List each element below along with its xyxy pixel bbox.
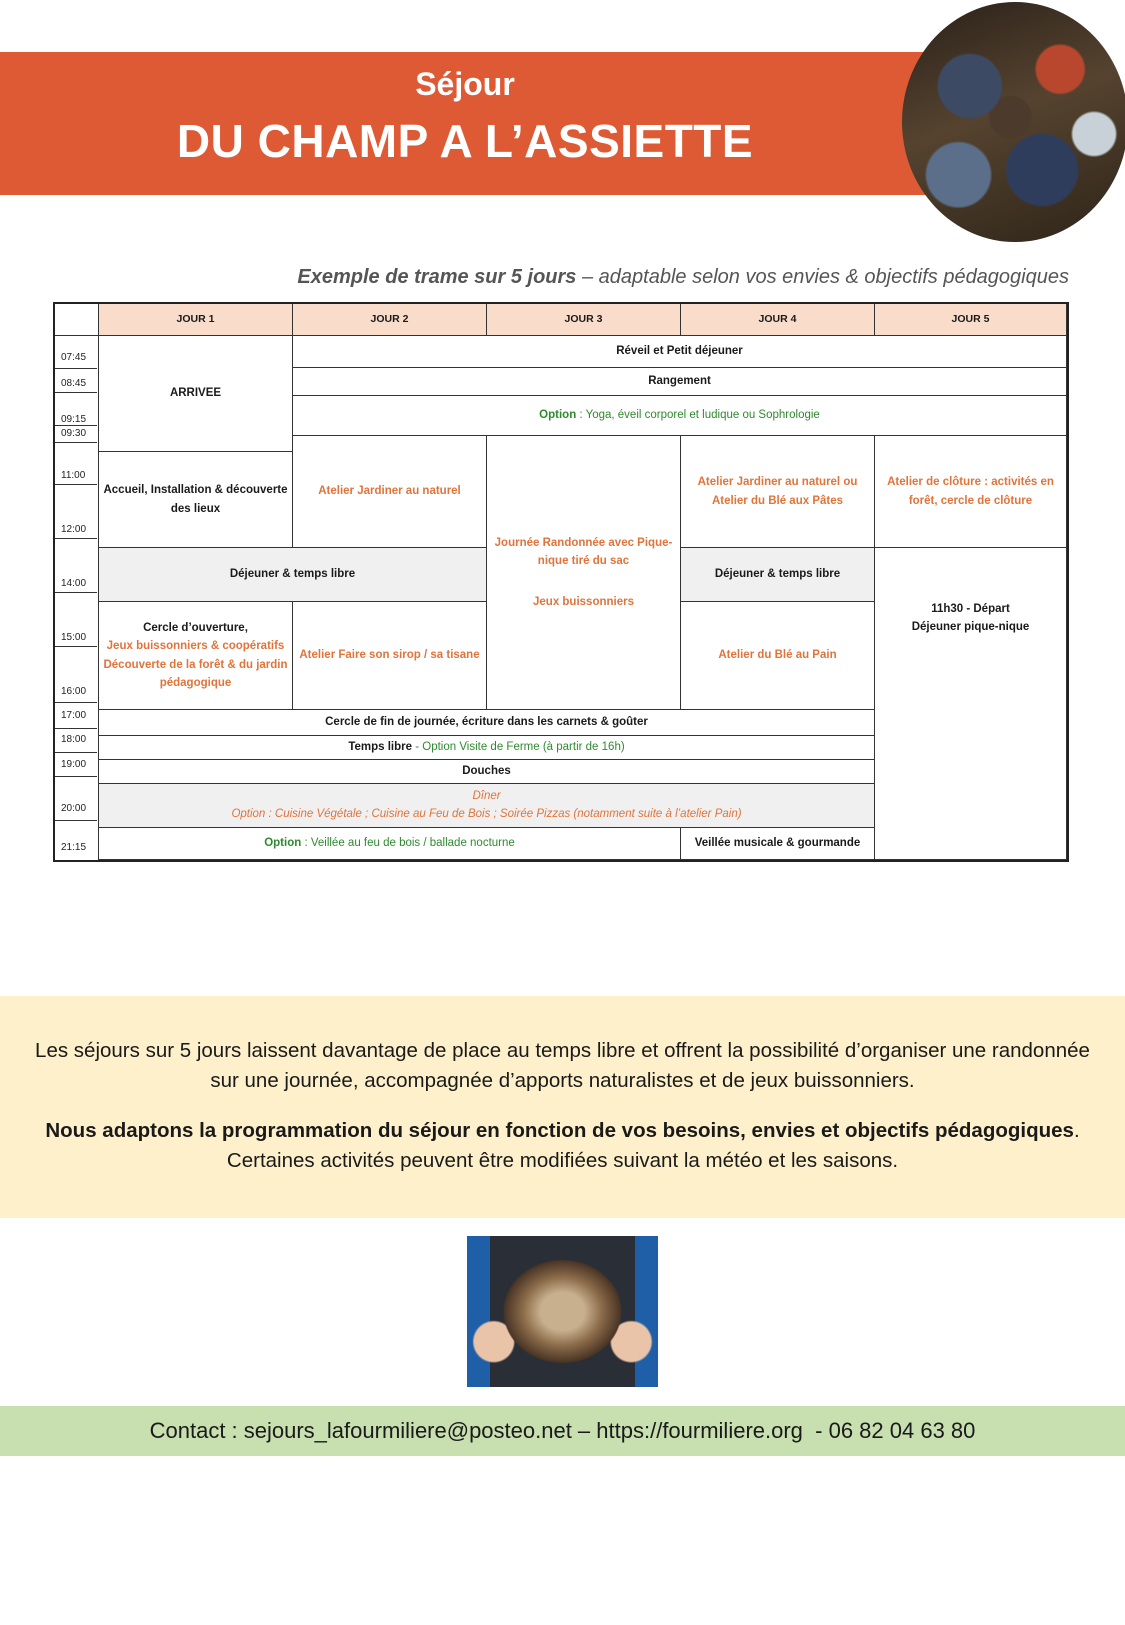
time-label: 09:15 — [61, 414, 87, 425]
randonnee-text: Journée Randonnée avec Pique-nique tiré du sac — [494, 536, 673, 568]
depart-text: 11h30 - Départ — [931, 603, 1010, 615]
cercle-fin-cell: Cercle de fin de journée, écriture dans les carnets & goûter — [99, 710, 875, 736]
time-label: 14:00 — [61, 578, 87, 589]
option-yoga-cell — [293, 396, 1067, 436]
bread-photo — [467, 1236, 658, 1387]
info-paragraph-2-end: . — [1073, 1119, 1080, 1142]
diner-option-label: Option : — [231, 807, 272, 820]
veillee-option-text: : Veillée au feu de bois / ballade nocturne — [301, 837, 515, 850]
time-label: 19:00 — [61, 759, 87, 770]
temps-libre-cell — [99, 736, 875, 760]
veillee-option-label: Option — [264, 837, 302, 850]
option-yoga-text: : Yoga, éveil corporel et ludique ou Sophrologie — [576, 409, 820, 422]
visite-ferme-text: - Option Visite de Ferme (à partir de 16h) — [412, 741, 625, 754]
header-title: DU CHAMP A L’ASSIETTE — [176, 115, 754, 167]
veillee-option-cell — [99, 828, 681, 860]
time-label: 09:30 — [61, 428, 87, 439]
header-subtitle: Séjour — [415, 66, 515, 102]
day-header: JOUR 4 — [681, 304, 875, 336]
time-label: 08:45 — [61, 378, 87, 389]
atelier-cloture-cell: Atelier de clôture : activités en forêt, cercle de clôture — [875, 436, 1067, 548]
diner-text: Dîner — [472, 790, 501, 803]
jeux-buissonniers-text: Jeux buissonniers — [533, 595, 634, 608]
day-header: JOUR 1 — [99, 304, 293, 336]
contact-bar: Contact : sejours_lafourmiliere@posteo.net – https://fourmiliere.org - 06 82 04 63 80 — [0, 1406, 1125, 1456]
randonnee-cell — [487, 436, 681, 710]
time-label: 07:45 — [61, 352, 87, 363]
schedule-table — [53, 302, 1069, 862]
time-label: 17:00 — [61, 710, 87, 721]
info-paragraph-2 — [20, 1116, 1105, 1146]
info-paragraph-3: Certaines activités peuvent être modifiées suivant la météo et les saisons. — [226, 1149, 899, 1172]
reveil-cell: Réveil et Petit déjeuner — [293, 336, 1067, 368]
info-paragraph-2-bold: Nous adaptons la programmation du séjour en fonction de vos besoins, envies et objectifs pédagogiques — [45, 1119, 1074, 1142]
trame-subtitle-rest: – adaptable selon vos envies & objectifs pédagogiques — [576, 266, 1069, 288]
cercle-ouverture-cell — [99, 602, 293, 710]
atelier-jardiner-ble-cell: Atelier Jardiner au naturel ou Atelier du Blé aux Pâtes — [681, 436, 875, 548]
time-label: 18:00 — [61, 734, 87, 745]
dejeuner-cell: Déjeuner & temps libre — [99, 548, 487, 602]
children-garden-photo — [902, 2, 1125, 242]
day-header: JOUR 5 — [875, 304, 1067, 336]
atelier-jardiner-cell: Atelier Jardiner au naturel — [293, 436, 487, 548]
corner-cell — [55, 304, 99, 336]
diner-cell — [99, 784, 875, 828]
dejeuner-j4-cell: Déjeuner & temps libre — [681, 548, 875, 602]
rangement-cell: Rangement — [293, 368, 1067, 396]
trame-subtitle — [297, 266, 1069, 289]
time-label: 16:00 — [61, 686, 87, 697]
veillee-musicale-cell: Veillée musicale & gourmande — [681, 828, 875, 860]
time-label: 11:00 — [61, 470, 86, 481]
accueil-cell: Accueil, Installation & découverte des lieux — [99, 452, 293, 548]
time-label: 12:00 — [61, 524, 87, 535]
jeux-coop-text: Jeux buissonniers & coopératifs — [106, 640, 285, 653]
header-banner — [0, 52, 940, 195]
option-label: Option — [539, 409, 577, 422]
depart-cell — [875, 548, 1067, 860]
time-label: 21:15 — [61, 842, 87, 853]
diner-option-text: Cuisine Végétale ; Cuisine au Feu de Bois ; Soirée Pizzas (notamment suite à l’atelier Pain) — [271, 807, 742, 820]
cercle-ouverture-text: Cercle d’ouverture, — [143, 621, 248, 634]
time-label: 15:00 — [61, 632, 87, 643]
time-label: 20:00 — [61, 803, 87, 814]
trame-subtitle-bold: Exemple de trame sur 5 jours — [297, 266, 577, 288]
time-column — [55, 336, 99, 860]
temps-libre-text: Temps libre — [348, 741, 413, 754]
info-block — [0, 996, 1125, 1218]
day-header: JOUR 3 — [487, 304, 681, 336]
dejeuner-pique-nique-text: Déjeuner pique-nique — [911, 621, 1030, 634]
atelier-sirop-cell: Atelier Faire son sirop / sa tisane — [293, 602, 487, 710]
atelier-pain-cell: Atelier du Blé au Pain — [681, 602, 875, 710]
decouverte-text: Découverte de la forêt & du jardin pédagogique — [103, 658, 288, 689]
info-paragraph-1: Les séjours sur 5 jours laissent davantage de place au temps libre et offrent la possibilité d’organiser une randonnée sur une journée, accompagnée d’apports naturalistes et de jeux buissonniers. — [35, 1039, 1090, 1092]
douches-cell: Douches — [99, 760, 875, 784]
arrivee-cell: ARRIVEE — [99, 336, 293, 452]
day-header: JOUR 2 — [293, 304, 487, 336]
